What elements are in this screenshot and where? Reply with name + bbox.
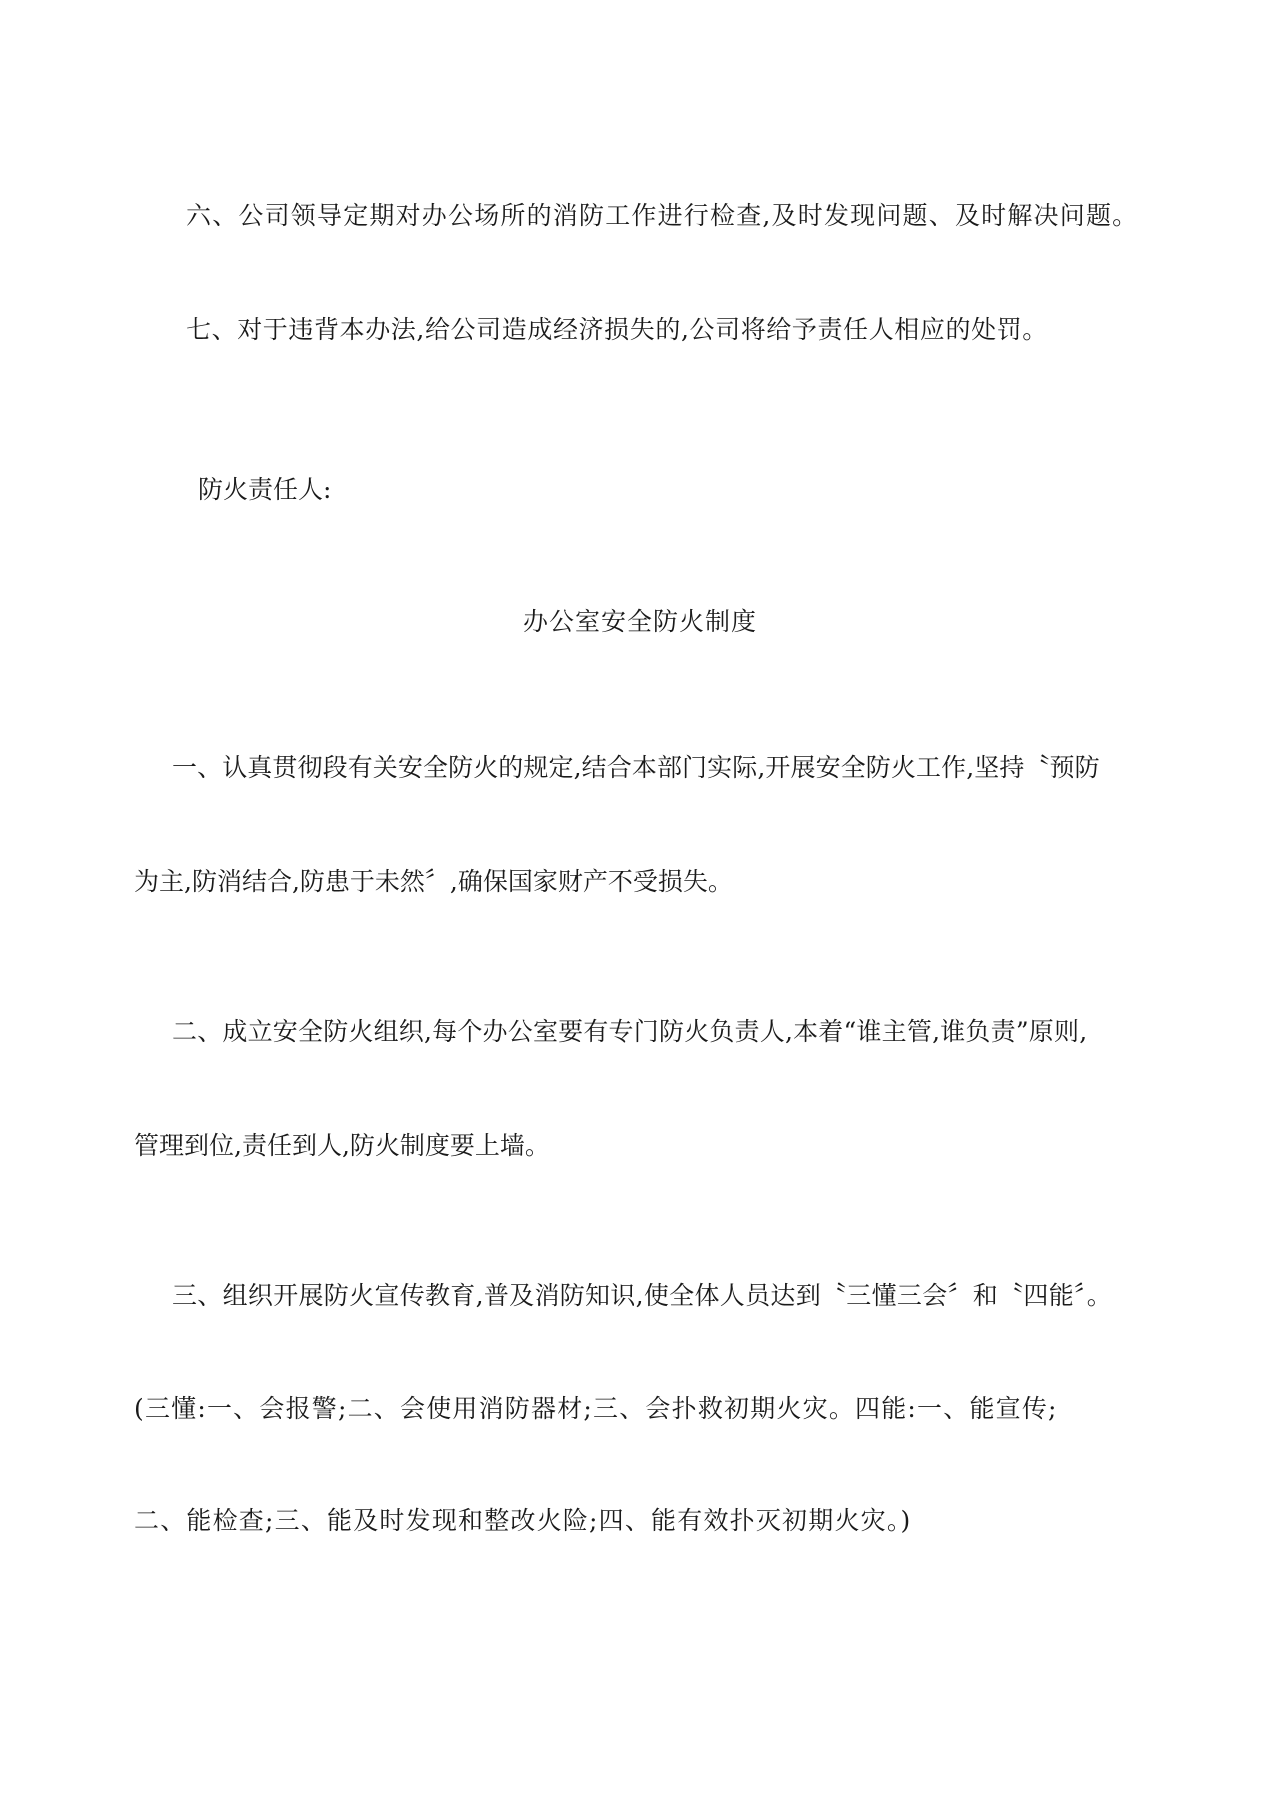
rule-2-line-2: 管理到位,责任到人,防火制度要上墙。: [134, 1131, 550, 1160]
rule-3-line-2: (三懂:一、会报警;二、会使用消防器材;三、会扑救初期火灾。四能:一、能宣传;: [134, 1394, 1058, 1423]
rule-2-line-1: 二、成立安全防火组织,每个办公室要有专门防火负责人,本着“谁主管,谁负责”原则,: [172, 1017, 1088, 1046]
rule-3-line-3: 二、能检查;三、能及时发现和整改火险;四、能有效扑灭初期火灾。): [134, 1506, 912, 1535]
responsible-person-label: 防火责任人:: [198, 475, 332, 504]
rule-1-line-1: 一、认真贯彻段有关安全防火的规定,结合本部门实际,开展安全防火工作,坚持〝预防: [172, 753, 1100, 782]
paragraph-6: 六、公司领导定期对办公场所的消防工作进行检查,及时发现问题、及时解决问题。: [186, 201, 1139, 230]
paragraph-7: 七、对于违背本办法,给公司造成经济损失的,公司将给予责任人相应的处罚。: [186, 315, 1048, 344]
document-title: 办公室安全防火制度: [523, 607, 758, 636]
rule-1-line-2: 为主,防消结合,防患于未然〞,确保国家财产不受损失。: [134, 867, 733, 896]
rule-3-line-1: 三、组织开展防火宣传教育,普及消防知识,使全体人员达到〝三懂三会〞和〝四能〞。: [172, 1281, 1113, 1310]
